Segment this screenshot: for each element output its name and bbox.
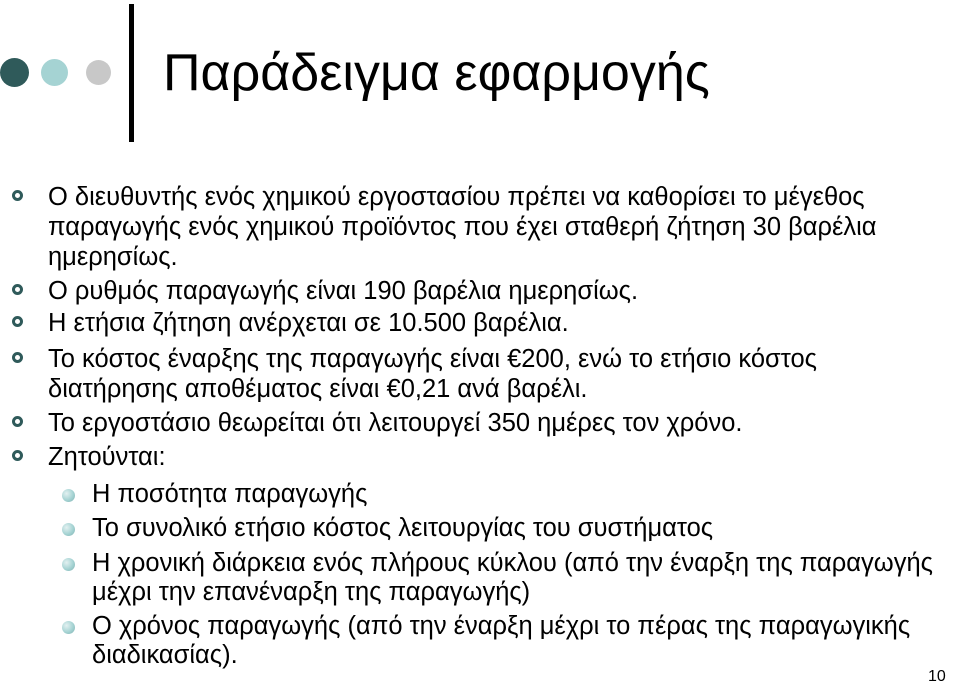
ball-bullet-icon: [62, 621, 75, 634]
bullet-2: [48, 276, 953, 306]
bullet-6: [48, 442, 953, 472]
grey-dot-icon: [86, 60, 111, 85]
bullet-text: Ο ρυθμός παραγωγής είναι 190 βαρέλια ημερησίως.: [48, 277, 639, 305]
bullet-text: Το εργοστάσιο θεωρείται ότι λειτουργεί 350 ημέρες τον χρόνο.: [48, 409, 743, 437]
bullet-5: [48, 408, 953, 438]
ring-bullet-icon: [12, 450, 23, 461]
ball-bullet-icon: [62, 523, 75, 536]
ring-bullet-icon: [12, 352, 23, 363]
page-number: 10: [928, 668, 946, 685]
dark-dot-icon: [0, 58, 29, 87]
bullet-4: [48, 344, 953, 404]
title-divider: [129, 4, 134, 142]
ring-bullet-icon: [12, 416, 23, 427]
light-dot-icon: [41, 59, 68, 86]
ring-bullet-icon: [12, 316, 23, 327]
sub-bullet-text: Η ποσότητα παραγωγής: [92, 480, 368, 508]
sub-bullet-3: [92, 549, 952, 607]
slide-title: Παράδειγμα εφαρμογής: [163, 44, 710, 102]
bullet-text: Η ετήσια ζήτηση ανέρχεται σε 10.500 βαρέλια.: [48, 309, 569, 337]
decorative-dots: [0, 58, 130, 88]
ball-bullet-icon: [62, 489, 75, 502]
sub-bullet-1: [92, 480, 952, 509]
bullet-1: [48, 182, 953, 272]
ring-bullet-icon: [12, 190, 23, 201]
bullet-text: Ζητούνται:: [48, 443, 166, 471]
sub-bullet-text: Το συνολικό ετήσιο κόστος λειτουργίας του συστήματος: [92, 514, 714, 542]
bullet-3: [48, 308, 953, 338]
sub-bullet-2: [92, 514, 952, 543]
sub-bullet-4: [92, 612, 952, 670]
ball-bullet-icon: [62, 558, 75, 571]
bullet-text: Το κόστος έναρξης της παραγωγής είναι €200, ενώ το ετήσιο κόστος διατήρησης αποθέματος είναι €0,21 ανά βαρέλι.: [48, 345, 817, 403]
ring-bullet-icon: [12, 284, 23, 295]
sub-bullet-text: Η χρονική διάρκεια ενός πλήρους κύκλου (από την έναρξη της παραγωγής μέχρι την επανέναρξη της παραγωγής): [92, 549, 933, 606]
bullet-text: Ο διευθυντής ενός χημικού εργοστασίου πρέπει να καθορίσει το μέγεθος παραγωγής ενός χημικού προϊόντος που έχει σταθερή ζήτηση 30 βαρέλια ημερησίως.: [48, 183, 877, 271]
sub-bullet-text: Ο χρόνος παραγωγής (από την έναρξη μέχρι το πέρας της παραγωγικής διαδικασίας).: [92, 612, 911, 669]
